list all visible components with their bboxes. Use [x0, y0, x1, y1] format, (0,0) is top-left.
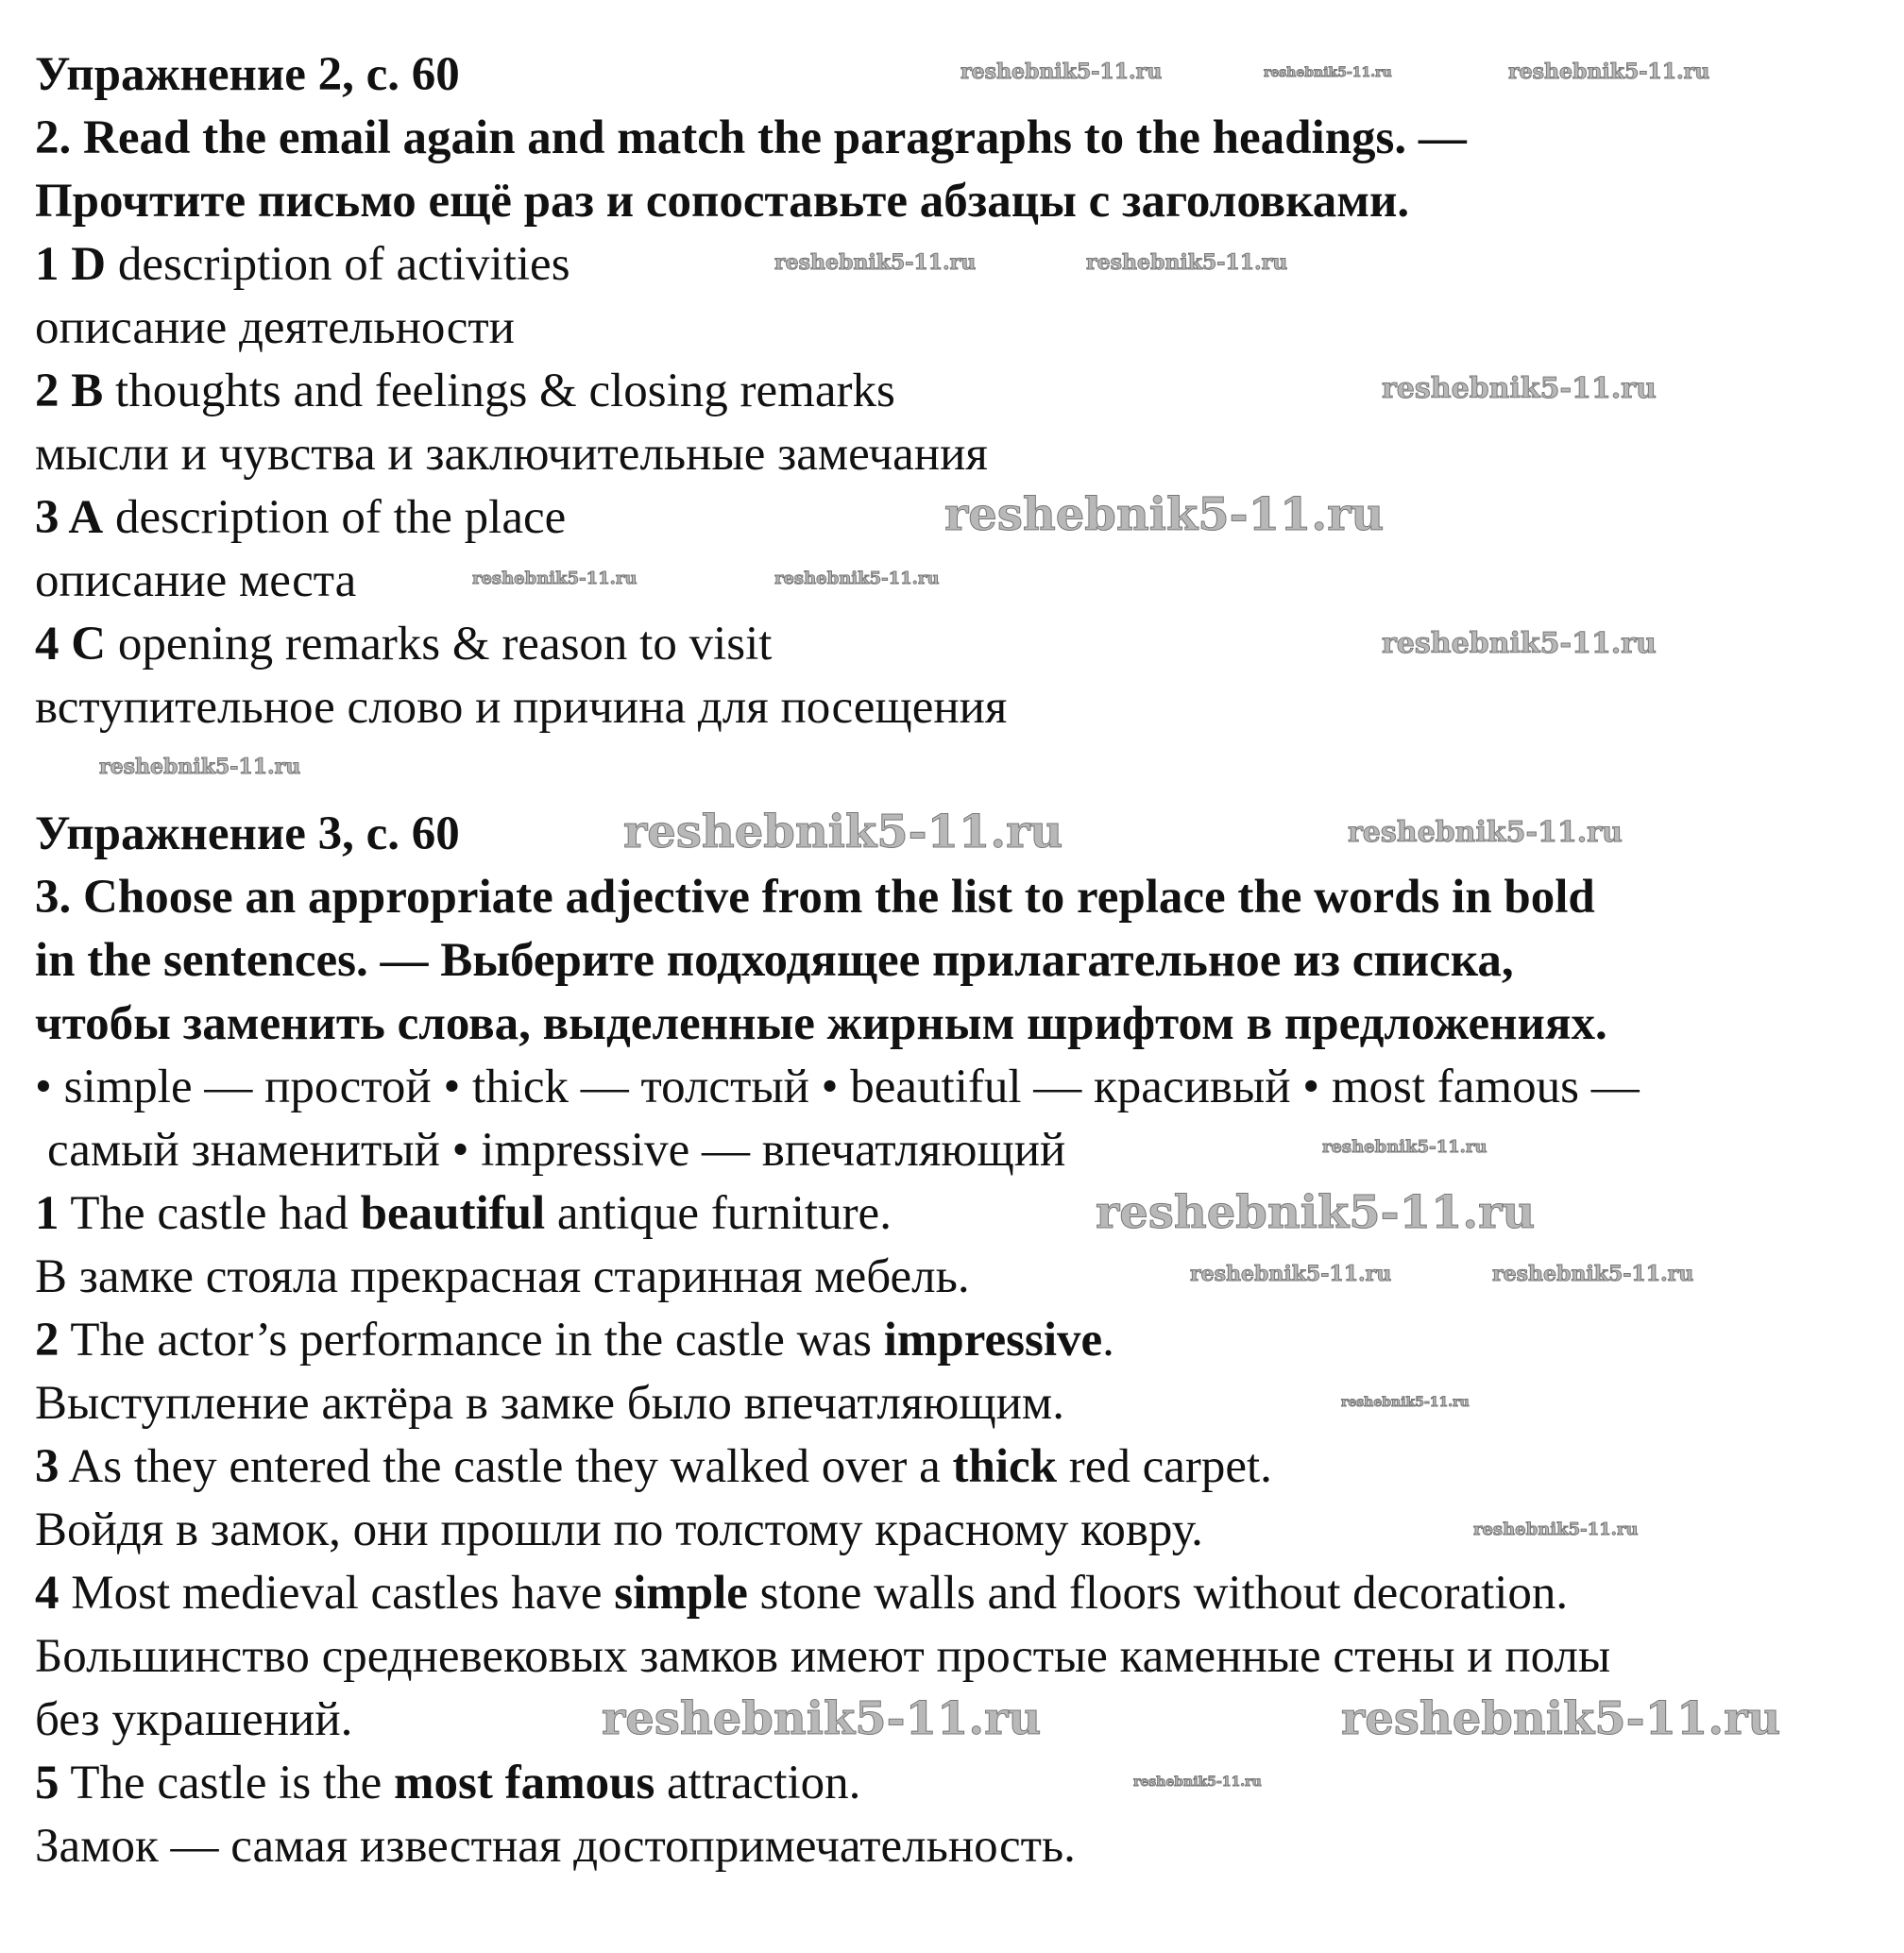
document	[35, 43, 1886, 1878]
watermark: reshebnik5-11.ru	[1341, 1692, 1781, 1745]
answer-translation: вступительное слово и причина для посещения	[35, 681, 1008, 734]
sentence-number: 4	[35, 1567, 60, 1620]
sentence-line	[35, 1435, 1886, 1499]
sentence-bold: simple	[614, 1567, 748, 1620]
watermark: reshebnik5-11.ru	[944, 488, 1385, 541]
word-list: самый знаменитый • impressive — впечатляющий	[47, 1124, 1066, 1177]
watermark: reshebnik5-11.ru	[1341, 1395, 1470, 1410]
watermark: reshebnik5-11.ru	[1382, 372, 1657, 405]
answer-number: 4 C	[35, 618, 107, 671]
answer-text: thoughts and feelings & closing remarks	[103, 365, 895, 417]
watermark: reshebnik5-11.ru	[472, 569, 638, 588]
watermark: reshebnik5-11.ru	[623, 806, 1063, 858]
watermark: reshebnik5-11.ru	[99, 755, 301, 779]
answer-number: 3 A	[35, 491, 104, 544]
sentence-text: Most medieval castles have	[59, 1567, 615, 1620]
sentence-number: 2	[35, 1314, 60, 1367]
exercise-2-task-en: 2. Read the email again and match the paragraphs to the headings. —	[35, 111, 1467, 164]
sentence-line	[35, 1562, 1886, 1625]
sentence-text: antique furniture.	[545, 1187, 892, 1240]
sentence-text: The actor’s performance in the castle was	[59, 1314, 884, 1367]
watermark: reshebnik5-11.ru	[1133, 1775, 1262, 1790]
watermark: reshebnik5-11.ru	[1190, 1262, 1392, 1286]
watermark: reshebnik5-11.ru	[1096, 1186, 1536, 1239]
watermark: reshebnik5-11.ru	[1508, 59, 1710, 84]
sentence-translation: Замок — самая известная достопримечательность.	[35, 1820, 1076, 1873]
sentence-bold: thick	[952, 1440, 1057, 1493]
sentence-number: 3	[35, 1440, 60, 1493]
exercise-3-task: in the sentences. — Выберите подходящее прилагательное из списка,	[35, 934, 1514, 987]
answer-text: description of the place	[103, 491, 567, 544]
answer-text: opening remarks & reason to visit	[106, 618, 773, 671]
watermark: reshebnik5-11.ru	[1086, 250, 1288, 275]
sentence-text: attraction.	[654, 1757, 861, 1809]
word-list: • simple — простой • thick — толстый • beautiful — красивый • most famous —	[35, 1061, 1640, 1113]
sentence-bold: beautiful	[360, 1187, 546, 1240]
sentence-translation: Войдя в замок, они прошли по толстому красному ковру.	[35, 1503, 1203, 1556]
sentence-number: 5	[35, 1757, 60, 1809]
watermark: reshebnik5-11.ru	[1473, 1520, 1639, 1539]
spacer	[35, 739, 1886, 803]
exercise-3-title: Упражнение 3, с. 60	[35, 807, 460, 860]
watermark: reshebnik5-11.ru	[1264, 65, 1392, 80]
exercise-3-task: 3. Choose an appropriate adjective from the list to replace the words in bold	[35, 871, 1595, 924]
watermark: reshebnik5-11.ru	[602, 1692, 1042, 1745]
watermark: reshebnik5-11.ru	[1492, 1262, 1694, 1286]
answer-translation: описание деятельности	[35, 301, 515, 354]
watermark: reshebnik5-11.ru	[774, 250, 977, 275]
answer-text: description of activities	[106, 238, 570, 291]
sentence-bold: most famous	[394, 1757, 655, 1809]
exercise-2-title: Упражнение 2, с. 60	[35, 48, 460, 101]
sentence-text: .	[1102, 1314, 1114, 1367]
sentence-translation: Выступление актёра в замке было впечатляющим.	[35, 1377, 1064, 1430]
sentence-text: red carpet.	[1057, 1440, 1272, 1493]
sentence-line	[35, 1182, 1886, 1246]
sentence-number: 1	[35, 1187, 60, 1240]
exercise-3-task: чтобы заменить слова, выделенные жирным шрифтом в предложениях.	[35, 997, 1607, 1050]
answer-number: 2 B	[35, 365, 104, 417]
sentence-bold: impressive	[883, 1314, 1103, 1367]
sentence-text: The castle had	[59, 1187, 361, 1240]
watermark: reshebnik5-11.ru	[1348, 816, 1623, 849]
sentence-text: The castle is the	[59, 1757, 395, 1809]
answer-number: 1 D	[35, 238, 107, 291]
exercise-2-task-ru: Прочтите письмо ещё раз и сопоставьте абзацы с заголовками.	[35, 175, 1410, 228]
watermark: reshebnik5-11.ru	[774, 569, 940, 588]
sentence-translation: В замке стояла прекрасная старинная мебель.	[35, 1250, 970, 1303]
watermark: reshebnik5-11.ru	[960, 59, 1163, 84]
sentence-text: stone walls and floors without decoration.	[747, 1567, 1569, 1620]
sentence-text: As they entered the castle they walked over a	[59, 1440, 953, 1493]
sentence-line	[35, 1752, 1886, 1815]
sentence-line	[35, 1309, 1886, 1372]
answer-translation: описание места	[35, 554, 357, 607]
sentence-translation: Большинство средневековых замков имеют простые каменные стены и полы	[35, 1630, 1611, 1683]
watermark: reshebnik5-11.ru	[1322, 1137, 1488, 1157]
watermark: reshebnik5-11.ru	[1382, 627, 1657, 660]
answer-translation: мысли и чувства и заключительные замечания	[35, 428, 988, 481]
sentence-translation: без украшений.	[35, 1693, 353, 1746]
